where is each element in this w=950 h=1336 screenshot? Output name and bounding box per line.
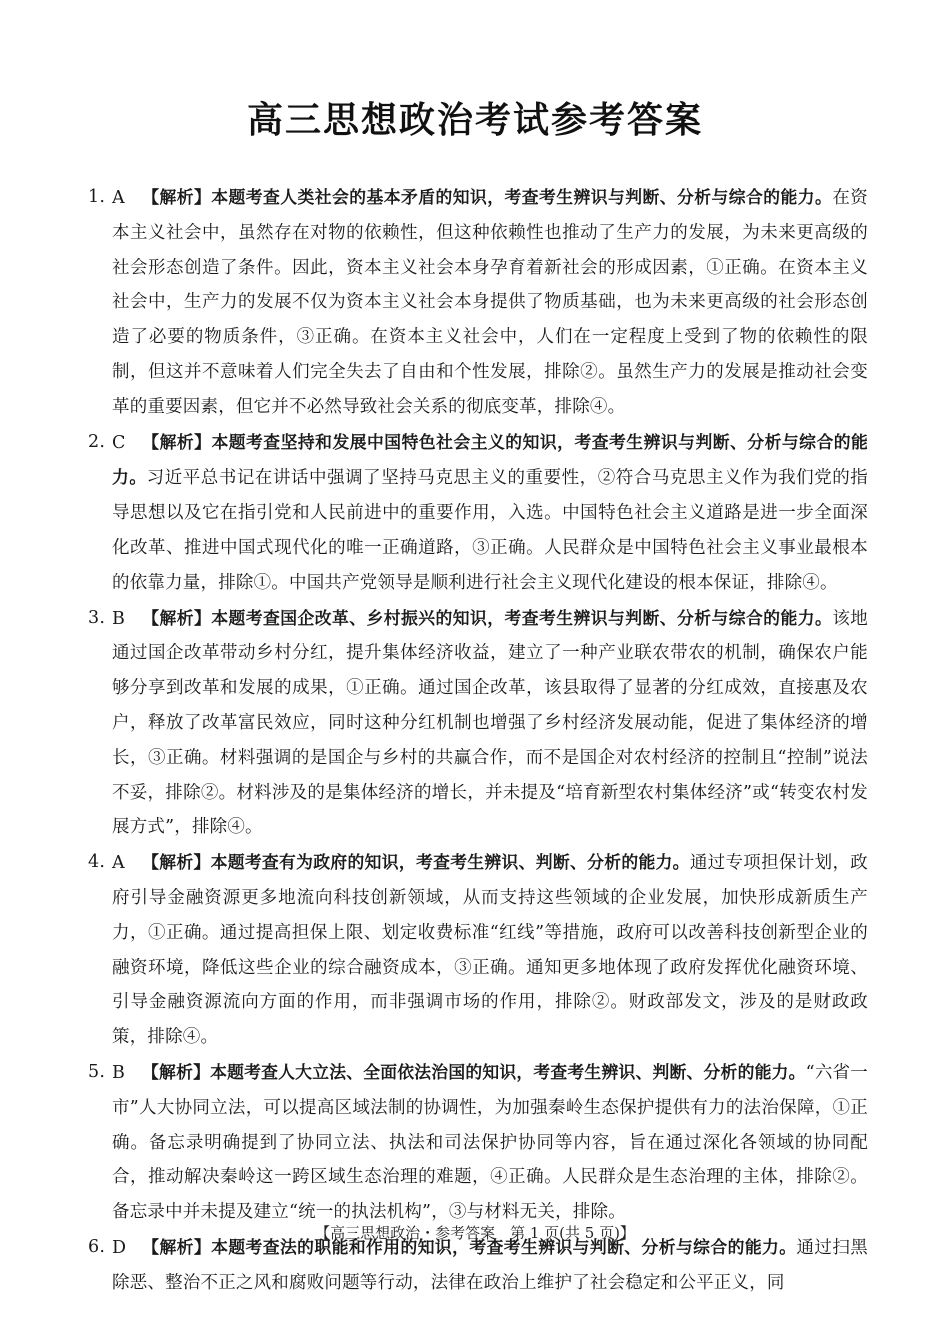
item-analysis-body: “六省一市”人大协同立法，可以提高区域法制的协调性，为加强秦岭生态保护提供有力的法治保障，①正确。备忘录明确提到了协同立法、执法和司法保护协同等内容，旨在通过深化各领域的协同配合，推动解决秦岭这一跨区域生态治理的难题，④正确。人民群众是生态治理的主体，排除②。备忘录中并未提及建立“统一的执法机构”，③与材料无关，排除。	[112, 1062, 868, 1223]
item-analysis-head: 【解析】本题考查坚持和发展中国特色社会主义的知识，考查考生辨识与判断、分析与综合的能力。	[112, 431, 868, 488]
page-title: 高三思想政治考试参考答案	[246, 100, 703, 141]
item-number: 4.	[88, 852, 106, 873]
item-analysis-body: 该地通过国企改革带动乡村分红，提升集体经济收益，建立了一种产业联农带农的机制，确保农户能够分享到改革和发展的成果，①正确。通过国企改革，该县取得了显著的分红成效，直接惠及农户，释放了改革富民效应，同时这种分红机制也增强了乡村经济发展动能，促进了集体经济的增长，③正确。材料强调的是国企与乡村的共赢合作，而不是国企对农村经济的控制且“控制”说法不妥，排除②。材料涉及的是集体经济的增长，并未提及“培育新型农村集体经济”或“转变农村发展方式”，排除④。	[112, 608, 868, 838]
item-answer: D	[112, 1237, 127, 1258]
item-number: 2.	[88, 431, 106, 452]
item-number: 1.	[88, 187, 106, 207]
answer-item-3	[88, 601, 868, 846]
corner-mark	[850, 1226, 864, 1232]
answer-item-5	[88, 1055, 868, 1230]
item-answer: A	[112, 188, 125, 208]
page-footer: 【高三思想政治・参考答案 第 1 页(共 5 页)】	[315, 1224, 635, 1242]
answer-list	[88, 180, 868, 1301]
item-analysis-body: 在资本主义社会中，虽然存在对物的依赖性，但这种依赖性也推动了生产力的发展，为未来更高级的社会形态创造了条件。因此，资本主义社会本身孕育着新社会的形成因素，①正确。在资本主义社会中，生产力的发展不仅为资本主义社会本身提供了物质基础，也为未来更高级的社会形态创造了必要的物质条件，③正确。在资本主义社会中，人们在一定程度上受到了物的依赖性的限制，但这并不意味着人们完全失去了自由和个性发展，排除②。虽然生产力的发展是推动社会变革的重要因素，但它并不必然导致社会关系的彻底变革，排除④。	[112, 188, 868, 417]
item-number: 5.	[88, 1061, 106, 1082]
item-analysis-head: 【解析】本题考查人类社会的基本矛盾的知识，考查考生辨识与判断、分析与综合的能力。	[142, 187, 833, 207]
item-analysis-head: 【解析】本题考查法的职能和作用的知识，考查考生辨识与判断、分析与综合的能力。	[142, 1236, 797, 1257]
answer-item-4	[88, 845, 868, 1055]
item-answer: B	[112, 608, 126, 629]
item-analysis-head: 【解析】本题考查有为政府的知识，考查考生辨识、判断、分析的能力。	[142, 852, 690, 873]
answer-item-1	[88, 180, 868, 425]
item-analysis-body: 通过专项担保计划，政府引导金融资源更多地流向科技创新领域，从而支持这些领域的企业发展，加快形成新质生产力，①正确。通过提高担保上限、划定收费标准“红线”等措施，政府可以改善科技创新型企业的融资环境，降低这些企业的综合融资成本，③正确。通知更多地体现了政府发挥优化融资环境、引导金融资源流向方面的作用，而非强调市场的作用，排除②。财政部发文，涉及的是财政政策，排除④。	[112, 853, 869, 1048]
item-answer: C	[112, 432, 126, 453]
item-analysis-body: 通过扫黑除恶、整治不正之风和腐败问题等行动，法律在政治上维护了社会稳定和公平正义，同	[112, 1237, 868, 1293]
answer-item-2	[88, 425, 868, 601]
item-number: 6.	[88, 1236, 106, 1257]
item-analysis-head: 【解析】本题考查国企改革、乡村振兴的知识，考查考生辨识与判断、分析与综合的能力。	[142, 607, 833, 628]
item-answer: A	[112, 853, 125, 874]
item-answer: B	[112, 1062, 126, 1083]
item-analysis-body: 习近平总书记在讲话中强调了坚持马克思主义的重要性，②符合马克思主义作为我们党的指导思想以及它在指引党和人民前进中的重要作用，入选。中国特色社会主义道路是进一步全面深化改革、推进中国式现代化的唯一正确道路，③正确。人民群众是中国特色社会主义事业最根本的依靠力量，排除①。中国共产党领导是顺利进行社会主义现代化建设的根本保证，排除④。	[112, 468, 868, 593]
item-number: 3.	[88, 607, 106, 628]
item-analysis-head: 【解析】本题考查人大立法、全面依法治国的知识，考查考生辨识、判断、分析的能力。	[142, 1061, 806, 1082]
